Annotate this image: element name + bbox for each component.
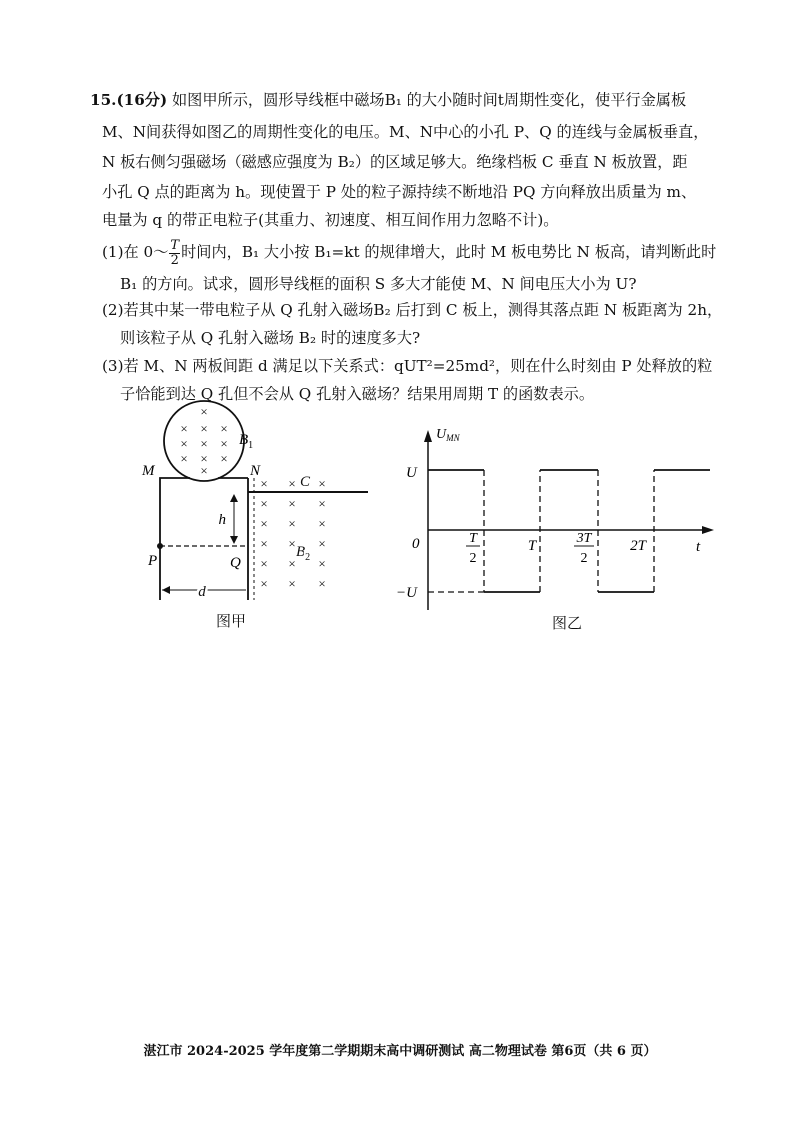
part-1-text-a: (1)在 0～ [102,243,169,261]
caption-figure-a: 图甲 [216,612,247,630]
y-axis-label: $U_{MN}$ [436,427,460,443]
x-tick-T: T [527,538,537,554]
svg-text:2: 2 [469,551,477,566]
x-axis-arrow [702,526,714,534]
part-2-line-2: 则该粒子从 Q 孔射入磁场 B₂ 时的速度多大? [120,329,421,347]
svg-text:×: × [288,536,296,551]
svg-text:×: × [180,436,188,451]
svg-text:×: × [200,463,208,478]
svg-text:×: × [200,404,208,419]
part-3-line-2: 子恰能到达 Q 孔但不会从 Q 孔射入磁场？结果用周期 T 的函数表示。 [120,385,595,403]
svg-text:×: × [260,556,268,571]
svg-text:×: × [220,436,228,451]
svg-text:×: × [318,496,326,511]
origin-label: 0 [412,536,420,552]
fraction-denominator: 2 [170,252,179,268]
y-axis-arrow [424,430,432,442]
x-tick-T-over-2 [466,531,480,566]
figure-voltage-chart [390,420,730,620]
svg-text:2: 2 [580,551,588,566]
svg-text:×: × [288,496,296,511]
svg-text:×: × [180,421,188,436]
y-tick-negU: −U [396,585,417,601]
part-2-line-1: (2)若其中某一带电粒子从 Q 孔射入磁场B₂ 后打到 C 板上，测得其落点距 N 板距离为 2h， [102,301,723,319]
fraction-numerator: T [170,237,180,253]
label-d: d [198,584,206,600]
svg-text:×: × [180,451,188,466]
svg-text:×: × [260,496,268,511]
question-number: 15. [90,91,117,109]
svg-text:×: × [288,576,296,591]
x-tick-3T-over-2 [574,531,594,566]
svg-text:×: × [260,516,268,531]
arrow-h-head-top [230,494,238,502]
svg-text:×: × [288,516,296,531]
svg-text:T: T [469,531,477,546]
label-M: M [142,463,155,479]
intro-text-1: 如图甲所示，圆形导线框中磁场B₁ 的大小随时间t周期性变化，使平行金属板 [171,91,687,109]
arrow-d-head-left [162,586,170,594]
arrow-h-head-bottom [230,536,238,544]
label-N: N [250,463,261,479]
caption-figure-b: 图乙 [552,614,583,632]
fraction-T-over-2 [169,239,180,268]
label-Q: Q [230,555,241,571]
svg-text:×: × [288,556,296,571]
svg-text:×: × [220,421,228,436]
y-tick-U: U [406,465,417,481]
figure-apparatus [140,400,370,630]
label-h: h [218,512,226,528]
question-score: (16分) [116,91,168,109]
svg-text:×: × [200,451,208,466]
intro-text-2: M、N间获得如图乙的周期性变化的电压。M、N中心的小孔 P、Q 的连线与金属板垂直， [102,123,709,141]
label-B1: $B_1$ [239,432,254,451]
label-P: P [148,553,158,569]
svg-text:3T: 3T [576,531,592,546]
part-1-line-1 [102,238,716,268]
svg-text:×: × [318,536,326,551]
field-B2-crosses [260,476,325,591]
svg-text:×: × [260,476,268,491]
wire-to-M [160,478,190,545]
svg-text:×: × [200,436,208,451]
svg-text:×: × [318,476,326,491]
x-axis-label: t [696,539,701,555]
intro-text-5: 电量为 q 的带正电粒子(其重力、初速度、相互间作用力忽略不计)。 [102,211,559,229]
intro-text-3: N 板右侧匀强磁场（磁感应强度为 B₂）的区域足够大。绝缘档板 C 垂直 N 板放置，距 [102,153,688,171]
svg-text:×: × [260,536,268,551]
svg-text:×: × [200,421,208,436]
intro-text-4: 小孔 Q 点的距离为 h。现使置于 P 处的粒子源持续不断地沿 PQ 方向释放出质量为 m、 [102,183,697,201]
svg-text:×: × [260,576,268,591]
part-3-line-1: (3)若 M、N 两板间距 d 满足以下关系式：qUT²=25md²，则在什么时刻由 P 处释放的粒 [102,357,713,375]
svg-text:×: × [318,556,326,571]
question-intro-line-1 [90,86,686,114]
svg-text:×: × [318,576,326,591]
part-1-text-b: 时间内，B₁ 大小按 B₁=kt 的规律增大，此时 M 板电势比 N 板高，请判断此时 [181,243,717,261]
label-B2: $B_2$ [296,544,311,563]
coil-field-crosses [180,404,227,478]
svg-text:×: × [318,516,326,531]
label-C: C [300,474,311,490]
svg-text:×: × [220,451,228,466]
part-1-line-2: B₁ 的方向。试求，圆形导线框的面积 S 多大才能使 M、N 间电压大小为 U? [120,275,637,293]
x-tick-2T: 2T [630,538,646,554]
page-footer: 湛江市 2024-2025 学年度第二学期期末高中调研测试 高二物理试卷 第6页（共 6 页） [143,1044,657,1059]
svg-text:×: × [288,476,296,491]
